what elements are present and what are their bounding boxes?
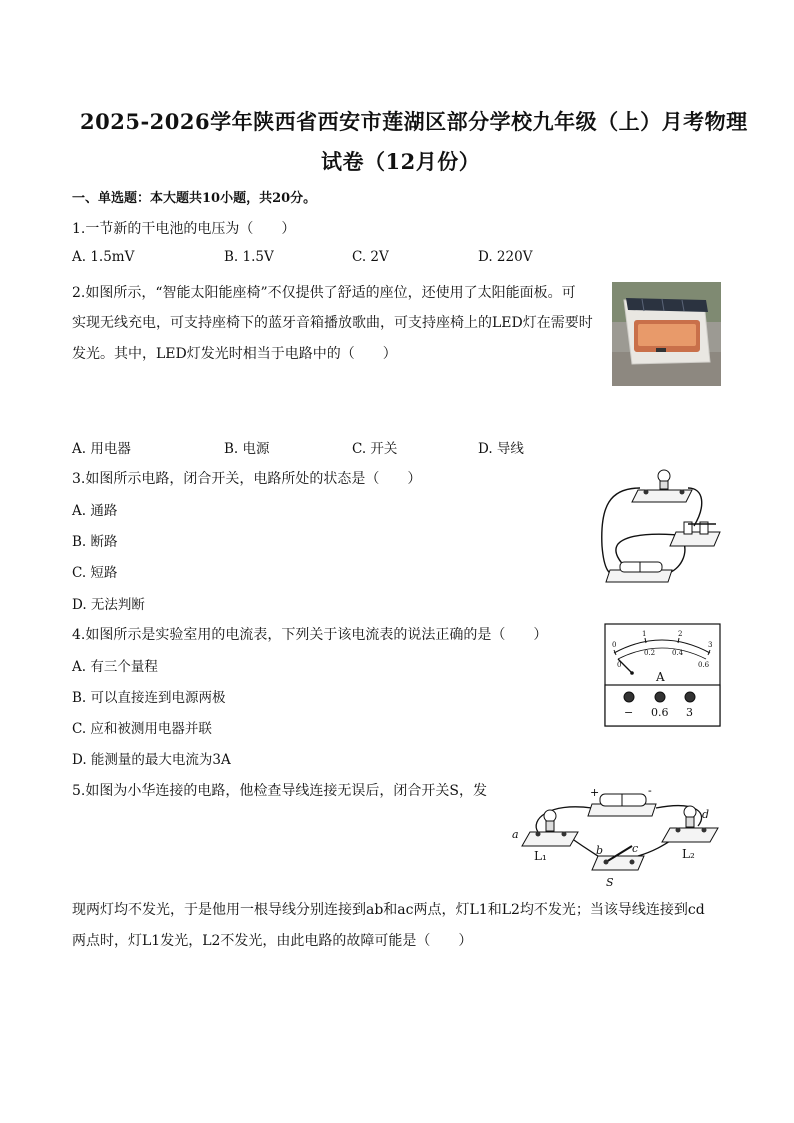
- q2-stem-line1: 2.如图所示，“智能太阳能座椅”不仅提供了舒适的座位，还使用了太阳能面板。可: [72, 285, 576, 301]
- q2-option-b: B. 电源: [224, 441, 270, 457]
- meter-terminal-negative: −: [624, 706, 634, 719]
- q2-stem-line2: 实现无线充电，可支持座椅下的蓝牙音箱播放歌曲，可支持座椅上的LED灯在需要时: [72, 315, 593, 331]
- page-title-line1: 2025-2026学年陕西省西安市莲湖区部分学校九年级（上）月考物理: [80, 109, 748, 134]
- q4-option-d: D. 能测量的最大电流为3A: [72, 752, 231, 768]
- meter-bottom-label-1: 0.2: [644, 649, 656, 657]
- q4-option-c: C. 应和被测用电器并联: [72, 721, 212, 737]
- meter-terminal-0-6: 0.6: [651, 706, 669, 719]
- meter-top-label-1: 1: [642, 630, 647, 638]
- lamp-l1-label: L₁: [534, 849, 547, 863]
- q3-option-a: A. 通路: [72, 503, 118, 519]
- point-b-label: b: [596, 844, 604, 857]
- page-title-line2: 试卷（12月份）: [321, 149, 481, 174]
- meter-terminal-3: 3: [686, 706, 693, 719]
- q3-circuit-figure: [600, 466, 724, 588]
- point-a-label: a: [512, 828, 519, 841]
- q3-stem: 3.如图所示电路，闭合开关，电路所处的状态是（ ）: [72, 471, 422, 487]
- point-c-label: c: [632, 842, 639, 855]
- q2-option-d: D. 导线: [478, 441, 524, 457]
- meter-top-label-0: 0: [612, 641, 617, 649]
- point-d-label: d: [702, 808, 710, 821]
- ammeter-figure: [604, 623, 721, 727]
- meter-top-label-3: 3: [708, 641, 713, 649]
- meter-bottom-label-0: 0: [617, 661, 622, 669]
- switch-s-label: S: [606, 876, 614, 889]
- meter-bottom-label-2: 0.4: [672, 649, 684, 657]
- q1-option-d: D. 220V: [478, 249, 533, 265]
- q5-stem-line1: 5.如图为小华连接的电路，他检查导线连接无误后，闭合开关S，发: [72, 783, 487, 799]
- solar-bench-image: [612, 282, 721, 386]
- q4-option-a: A. 有三个量程: [72, 659, 158, 675]
- q5-stem-line2: 现两灯均不发光，于是他用一根导线分别连接到ab和ac两点，灯L1和L2均不发光；当该导线连接到cd: [72, 902, 705, 918]
- lamp-l2-label: L₂: [682, 847, 695, 861]
- q4-stem: 4.如图所示是实验室用的电流表，下列关于该电流表的说法正确的是（ ）: [72, 627, 548, 643]
- q2-option-c: C. 开关: [352, 441, 398, 457]
- q1-option-a: A. 1.5mV: [72, 249, 135, 265]
- meter-top-label-2: 2: [678, 630, 683, 638]
- q2-stem-line3: 发光。其中，LED灯发光时相当于电路中的（ ）: [72, 346, 397, 362]
- q5-stem-line3: 两点时，灯L1发光，L2不发光，由此电路的故障可能是（ ）: [72, 933, 473, 949]
- battery-plus-label: +: [590, 786, 600, 799]
- meter-unit-label: A: [656, 670, 665, 684]
- q1-option-b: B. 1.5V: [224, 249, 274, 265]
- q4-option-b: B. 可以直接连到电源两极: [72, 690, 226, 706]
- q3-option-b: B. 断路: [72, 534, 118, 550]
- q1-option-c: C. 2V: [352, 249, 389, 265]
- q3-option-c: C. 短路: [72, 565, 118, 581]
- meter-bottom-label-3: 0.6: [698, 661, 710, 669]
- q1-stem: 1.一节新的干电池的电压为（ ）: [72, 221, 296, 237]
- q2-option-a: A. 用电器: [72, 441, 131, 457]
- q3-option-d: D. 无法判断: [72, 597, 145, 613]
- battery-minus-label: -: [648, 784, 652, 797]
- section-heading: 一、单选题：本大题共10小题，共20分。: [72, 191, 317, 206]
- q5-circuit-figure: [508, 780, 724, 892]
